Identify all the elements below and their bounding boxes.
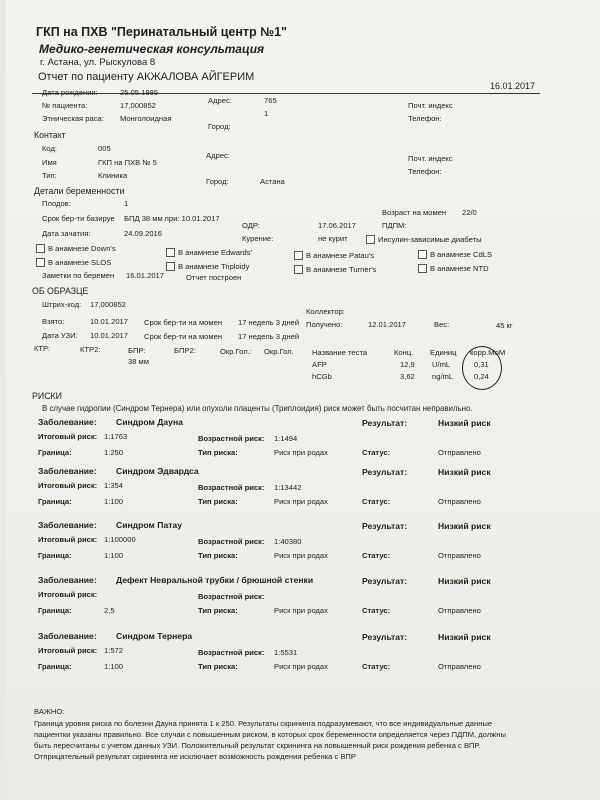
us-date-value: 10.01.2017 [90, 331, 129, 340]
contact-code-value: 005 [98, 144, 111, 153]
important-title: ВАЖНО: [34, 707, 65, 716]
risk-total-value: 1:100000 [104, 535, 136, 544]
notes-label: Заметки по беремен [42, 271, 115, 280]
risk-age-value: 1:5531 [274, 648, 298, 657]
barcode-value: 17,000852 [90, 300, 126, 309]
risk-age-label: Возрастной риск: [198, 483, 265, 492]
risk-type-value: Риск при родах [274, 606, 328, 615]
edd-value: 17.06.2017 [318, 221, 357, 230]
hist-ntd-label: В анамнезе NTD [430, 264, 489, 273]
risk-type-value: Риск при родах [274, 448, 328, 457]
risk-disease-name: Синдром Тернера [116, 631, 193, 641]
risk-limit-value: 1:100 [104, 497, 124, 506]
age-at-term-label: Возраст на момен [382, 208, 447, 217]
risk-type-value: Риск при родах [274, 497, 328, 506]
risk-limit-label: Граница: [38, 551, 72, 560]
hist-triploidy-label: В анамнезе Triploidy [178, 262, 250, 271]
risk-limit-value: 1:100 [104, 662, 124, 671]
conception-date-label: Дата зачатия: [42, 229, 91, 238]
risk-status-value: Отправлено [438, 662, 481, 671]
risk-type-label: Тип риска: [198, 606, 238, 615]
fetus-count-value: 1 [124, 199, 129, 208]
risk-total-value: 1:1763 [104, 432, 128, 441]
risk-status-value: Отправлено [438, 497, 481, 506]
head-circ-label: Окр.Гол.: [220, 347, 252, 356]
risk-total-label: Итоговый риск: [38, 535, 98, 544]
risk-result-label: Результат: [362, 521, 408, 531]
important-line: быть пересчитаны с учетом данных УЗИ. Положительный результат скрининга на повышенный риск рождения ребенка с ВПР. [34, 741, 481, 750]
risks-note: В случае гидропии (Синдром Тернера) или опухоли плаценты (Триплоидия) риск может быть посчитан неправильно. [42, 404, 473, 413]
risk-status-value: Отправлено [438, 448, 481, 457]
risk-disease-name: Синдром Патау [116, 520, 182, 530]
report-date: 16.01.2017 [490, 81, 536, 91]
weight-value: 45 кг [496, 321, 513, 330]
risk-total-value: 1:572 [104, 646, 124, 655]
contact-city-label: Город: [206, 177, 229, 186]
risk-disease-label: Заболевание: [38, 466, 97, 476]
contact-section-title: Контакт [34, 130, 66, 140]
ktr2-label: КТР2: [80, 345, 101, 354]
patient-zip-label: Почт. индекс [408, 101, 453, 110]
us-date-label: Дата УЗИ: [42, 331, 78, 340]
received-label: Получено: [306, 320, 343, 329]
patient-id-value: 17,000852 [120, 101, 156, 110]
risk-limit-label: Граница: [38, 606, 72, 615]
patient-phone-label: Телефон: [408, 114, 442, 123]
risk-age-value: 1:13442 [274, 483, 302, 492]
risk-age-label: Возрастной риск: [198, 592, 265, 601]
taken-ga-label: Срок бер-ти на момен [144, 318, 223, 327]
hist-turner-checkbox [294, 265, 303, 274]
test-row-mom: 0,31 [474, 360, 489, 369]
report-title: Отчет по пациенту АКЖАЛОВА АЙГЕРИМ [38, 71, 255, 83]
test-header-name: Название теста [312, 348, 368, 357]
hist-cdls-label: В анамнезе CdLS [430, 250, 493, 259]
hist-slos-checkbox [36, 258, 45, 267]
risk-status-value: Отправлено [438, 551, 481, 560]
handwritten-mom-circle [462, 346, 502, 390]
department-title: Медико-генетическая консультация [39, 42, 265, 56]
hist-ntd-checkbox [418, 264, 427, 273]
risk-age-label: Возрастной риск: [198, 648, 265, 657]
contact-city-value: Астана [260, 177, 285, 186]
race-label: Этническая раса: [42, 114, 104, 123]
risk-age-label: Возрастной риск: [198, 434, 265, 443]
pregnancy-section-title: Детали беременности [34, 186, 125, 196]
risk-disease-name: Синдром Дауна [116, 417, 183, 427]
hist-down-checkbox [36, 244, 45, 253]
contact-name-value: ГКП на ПХВ № 5 [98, 158, 157, 167]
risk-type-label: Тип риска: [198, 497, 238, 506]
risk-total-label: Итоговый риск: [38, 432, 98, 441]
risk-result-value: Низкий риск [438, 467, 491, 477]
age-at-term-value: 22/0 [462, 208, 477, 217]
weight-label: Вес: [434, 320, 450, 329]
risk-total-value: 1:354 [104, 481, 124, 490]
diabetes-label: Инсулин-зависимые диабеты [378, 235, 482, 244]
collector-label: Коллектор: [306, 307, 345, 316]
risk-disease-label: Заболевание: [38, 417, 97, 427]
bpr-value: 38 мм [128, 357, 149, 366]
risk-total-label: Итоговый риск: [38, 481, 98, 490]
ktr-label: КТР: [34, 344, 51, 353]
risk-status-label: Статус: [362, 662, 391, 671]
report-page [6, 0, 600, 800]
received-value: 12.01.2017 [368, 320, 407, 329]
hist-triploidy-checkbox [166, 262, 175, 271]
smoking-label: Курение: [242, 234, 274, 243]
risk-type-label: Тип риска: [198, 662, 238, 671]
test-header-conc: Конц. [394, 348, 414, 357]
ga-basis-label: Срок бер-ти базируе [42, 214, 115, 223]
patient-city-label: Город: [208, 122, 231, 131]
risk-total-label: Итоговый риск: [38, 590, 98, 599]
risk-result-value: Низкий риск [438, 418, 491, 428]
hist-edwards-label: В анамнезе Edwards' [178, 248, 253, 257]
risk-result-label: Результат: [362, 576, 408, 586]
patient-address-line1: 765 [264, 96, 277, 105]
test-row-name: AFP [312, 360, 327, 369]
conception-date-value: 24.09.2016 [124, 229, 163, 238]
risk-disease-label: Заболевание: [38, 631, 97, 641]
risk-result-value: Низкий риск [438, 576, 491, 586]
risk-limit-value: 2,5 [104, 606, 115, 615]
test-header-mom: корр.МоМ [470, 348, 506, 357]
important-line: Отприцательный результат скрининга не исключает возможность рождения ребенка с ВПР [34, 752, 356, 761]
risk-disease-label: Заболевание: [38, 520, 97, 530]
test-header-unit: Единиц [430, 348, 457, 357]
risk-limit-label: Граница: [38, 662, 72, 671]
bpr2-label: БПР2: [174, 346, 196, 355]
contact-code-label: Код: [42, 144, 58, 153]
head-circ2-label: Окр.Гол. [264, 347, 294, 356]
bpr-label: БПР: [128, 346, 146, 355]
smoking-value: не курит [318, 234, 348, 243]
dob-value: 25.05.1995 [120, 88, 159, 97]
patient-id-label: № пациента: [42, 101, 88, 110]
test-row-conc: 3,62 [400, 372, 415, 381]
us-ga-label: Срок бер-ти на момен [144, 332, 223, 341]
risk-age-value: 1:1494 [274, 434, 298, 443]
sample-section-title: ОБ ОБРАЗЦЕ [32, 286, 89, 296]
header-divider [32, 93, 540, 94]
contact-name-label: Имя [42, 158, 57, 167]
test-row-name: hCGb [312, 372, 332, 381]
test-row-mom: 0,24 [474, 372, 489, 381]
risk-status-label: Статус: [362, 606, 391, 615]
risk-age-value: 1:40380 [274, 537, 302, 546]
notes-text: Отчет построен [186, 273, 242, 282]
risk-result-value: Низкий риск [438, 632, 491, 642]
risk-limit-label: Граница: [38, 497, 72, 506]
risk-status-label: Статус: [362, 551, 391, 560]
risk-limit-label: Граница: [38, 448, 72, 457]
hist-down-label: В анамнезе Down's [48, 244, 116, 253]
risks-section-title: РИСКИ [32, 391, 62, 401]
taken-label: Взято: [42, 317, 65, 326]
diabetes-checkbox [366, 235, 375, 244]
risk-status-label: Статус: [362, 497, 391, 506]
ivf-label: ПДПМ: [382, 221, 407, 230]
risk-result-label: Результат: [362, 418, 408, 428]
taken-value: 10.01.2017 [90, 317, 129, 326]
edd-label: ОДР: [242, 221, 260, 230]
contact-zip-label: Почт. индекс [408, 154, 453, 163]
hist-patau-label: В анамнезе Patau's [306, 251, 375, 260]
contact-phone-label: Телефон: [408, 167, 442, 176]
risk-limit-value: 1:250 [104, 448, 124, 457]
test-row-unit: ng/mL [432, 372, 454, 381]
hist-edwards-checkbox [166, 248, 175, 257]
risk-disease-name: Синдром Эдвардса [116, 466, 199, 476]
race-value: Монголоидная [120, 114, 172, 123]
us-ga-value: 17 недель 3 дней [238, 332, 300, 341]
risk-result-label: Результат: [362, 632, 408, 642]
patient-address-line2: 1 [264, 109, 269, 118]
institution-address: г. Астана, ул. Рыскулова 8 [40, 57, 156, 68]
risk-status-value: Отправлено [438, 606, 481, 615]
risk-limit-value: 1:100 [104, 551, 124, 560]
risk-result-label: Результат: [362, 467, 408, 477]
patient-address-label: Адрес: [208, 96, 232, 105]
risk-type-label: Тип риска: [198, 551, 238, 560]
risk-type-value: Риск при родах [274, 662, 328, 671]
fetus-count-label: Плодов: [42, 199, 71, 208]
hist-slos-label: В анамнезе SLOS [48, 258, 112, 267]
institution-title: ГКП на ПХВ "Перинатальный центр №1" [36, 25, 287, 39]
ga-basis-value: БПД 38 мм при: 10.01.2017 [124, 214, 220, 223]
risk-status-label: Статус: [362, 448, 391, 457]
test-row-unit: U/mL [432, 360, 451, 369]
contact-address-label: Адрес: [206, 151, 230, 160]
notes-date: 16.01.2017 [126, 271, 165, 280]
risk-result-value: Низкий риск [438, 521, 491, 531]
risk-age-label: Возрастной риск: [198, 537, 265, 546]
contact-type-label: Тип: [42, 171, 57, 180]
barcode-label: Штрих-код: [42, 300, 82, 309]
risk-disease-label: Заболевание: [38, 575, 97, 585]
hist-patau-checkbox [294, 251, 303, 260]
important-line: Граница уровня риска по болезни Дауна принята 1 к 250. Результаты скрининга подразумевают, что все индивидуальные данные [34, 719, 493, 728]
important-line: пациентки указаны правильно. Все случаи с повышенным риском, в которых срок беременности определяется через ПДПМ, должны [34, 730, 506, 739]
hist-turner-label: В анамнезе Turner's [306, 265, 377, 274]
test-row-conc: 12,9 [400, 360, 415, 369]
risk-type-label: Тип риска: [198, 448, 238, 457]
hist-cdls-checkbox [418, 250, 427, 259]
risk-type-value: Риск при родах [274, 551, 328, 560]
taken-ga-value: 17 недель 3 дней [238, 318, 300, 327]
dob-label: Дата рождения: [42, 88, 98, 97]
risk-total-label: Итоговый риск: [38, 646, 98, 655]
risk-disease-name: Дефект Невральной трубки / брюшной стенки [116, 575, 314, 585]
contact-type-value: Клиника [98, 171, 128, 180]
